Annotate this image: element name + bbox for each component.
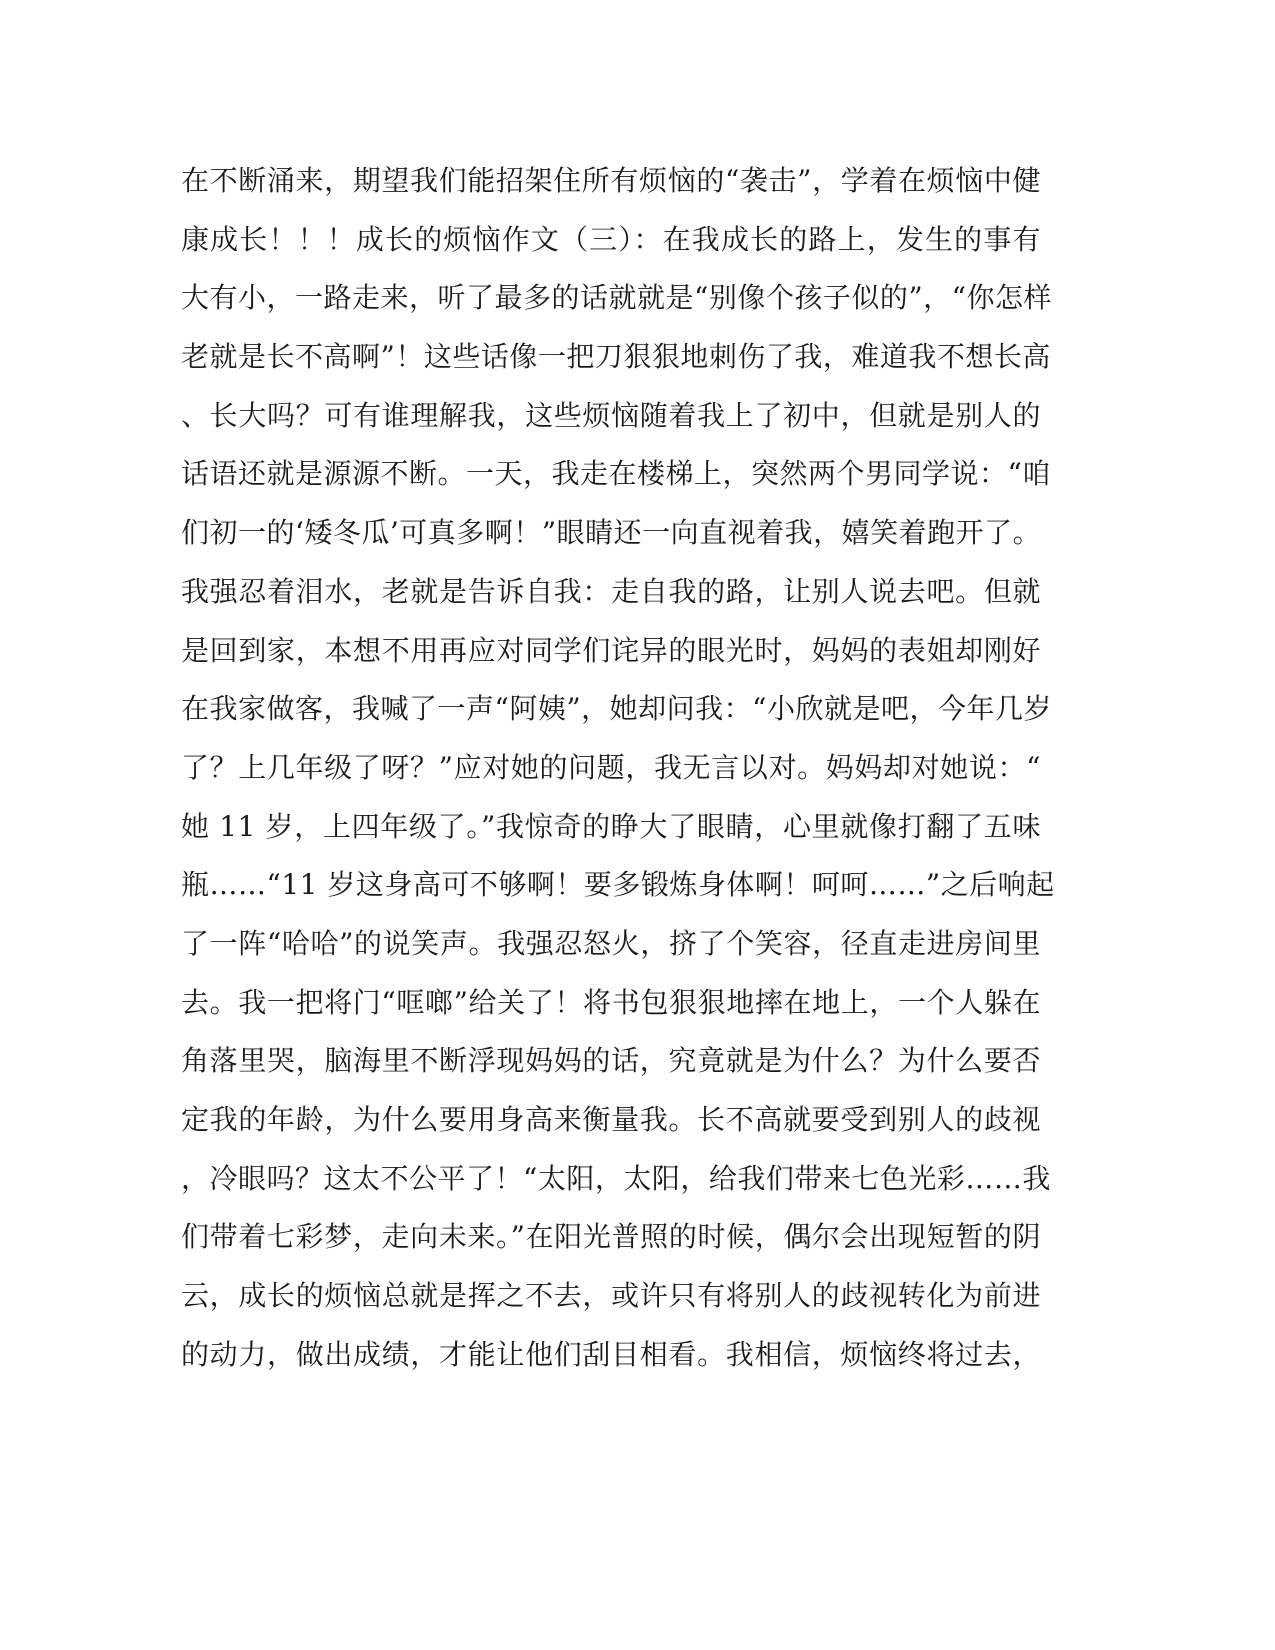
text-line: 们初一的‘矮冬瓜’可真多啊！”眼睛还一向直视着我，嬉笑着跑开了。: [181, 516, 1042, 550]
text-line: 康成长！！！成长的烦恼作文（三）：在我成长的路上，发生的事有: [181, 222, 1041, 256]
text-line: 在我家做客，我喊了一声“阿姨”，她却问我：“小欣就是吧，今年几岁: [181, 692, 1052, 726]
text-line: 去。我一把将门“哐啷”给关了！将书包狠狠地摔在地上，一个人躲在: [181, 985, 1041, 1019]
text-line: 瓶……“11 岁这身高可不够啊！要多锻炼身体啊！呵呵……”之后响起: [181, 868, 1055, 902]
body-text: [181, 158, 1055, 1390]
text-line: 老就是长不高啊”！这些话像一把刀狠狠地刺伤了我，难道我不想长高: [181, 340, 1051, 374]
text-line: 定我的年龄，为什么要用身高来衡量我。长不高就要受到别人的歧视: [181, 1103, 1041, 1136]
text-line: 话语还就是源源不断。一天，我走在楼梯上，突然两个男同学说：“咱: [181, 457, 1051, 491]
text-line: 了一阵“哈哈”的说笑声。我强忍怒火，挤了个笑容，径直走进房间里: [181, 926, 1041, 960]
text-line: 、长大吗？可有谁理解我，这些烦恼随着我上了初中，但就是别人的: [181, 398, 1041, 432]
text-line: 了？上几年级了呀？”应对她的问题，我无言以对。妈妈却对她说：“: [181, 750, 1041, 784]
text-line: 在不断涌来，期望我们能招架住所有烦恼的“袭击”，学着在烦恼中健: [181, 164, 1041, 197]
text-line: 们带着七彩梦，走向未来。”在阳光普照的时候，偶尔会出现短暂的阴: [181, 1220, 1041, 1254]
text-line: 她 11 岁，上四年级了。”我惊奇的睁大了眼睛，心里就像打翻了五味: [181, 809, 1041, 843]
text-line: 角落里哭，脑海里不断浮现妈妈的话，究竟就是为什么？为什么要否: [181, 1044, 1041, 1078]
text-line: 我强忍着泪水，老就是告诉自我：走自我的路，让别人说去吧。但就: [181, 574, 1041, 608]
text-line: 的动力，做出成绩，才能让他们刮目相看。我相信，烦恼终将过去，: [181, 1337, 1041, 1371]
text-line: 是回到家，本想不用再应对同学们诧异的眼光时，妈妈的表姐却刚好: [181, 633, 1041, 667]
text-line: 云，成长的烦恼总就是挥之不去，或许只有将别人的歧视转化为前进: [181, 1279, 1041, 1313]
text-line: 大有小，一路走来，听了最多的话就就是“别像个孩子似的”，“你怎样: [181, 281, 1052, 315]
text-line: ，冷眼吗？这太不公平了！“太阳，太阳，给我们带来七色光彩……我: [181, 1161, 1051, 1195]
